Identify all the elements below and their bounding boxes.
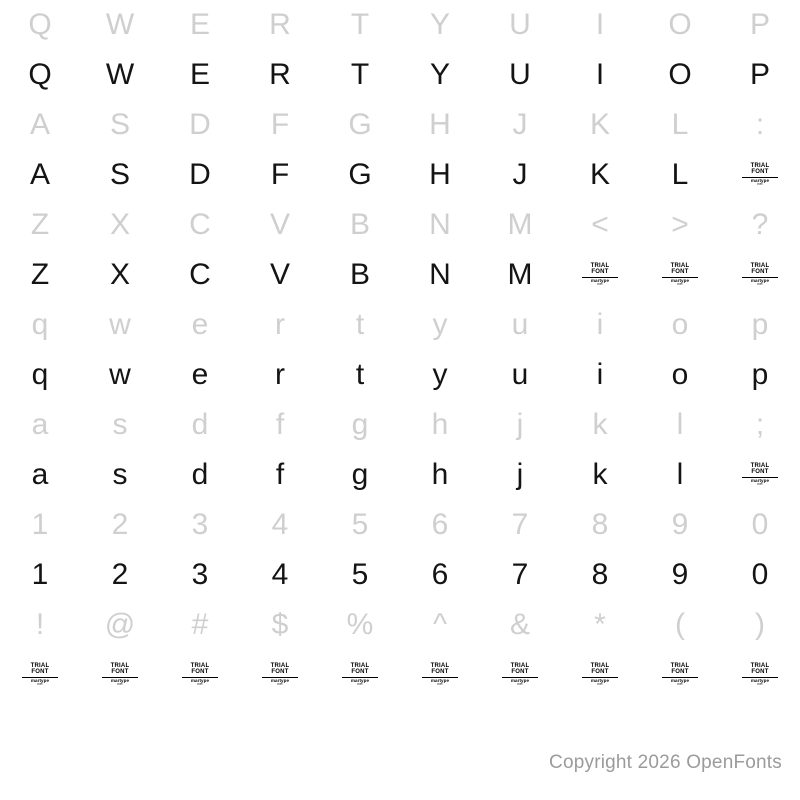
stamp-line-3: martype [590,677,610,683]
stamp-line-3: martype [190,677,210,683]
trial-font-stamp-box [499,662,541,688]
glyph-cell: 6 [431,558,449,591]
glyph-cell: ( [675,608,685,641]
trial-font-stamp [480,650,560,700]
glyph-cell: M [507,258,533,291]
stamp-line-3: martype [750,177,770,183]
glyph-cell: d [191,408,209,441]
glyph-cell: I [595,58,605,91]
stamp-line-4: net [437,682,443,687]
glyph-cell: 2 [111,558,129,591]
glyph-cell: A [29,158,50,191]
trial-font-stamp-box [259,662,301,688]
glyph-cell: r [275,308,285,341]
glyph-cell: i [596,358,604,391]
glyph-cell: 0 [751,508,769,541]
glyph-cell: a [31,458,49,491]
glyph-cell: u [511,358,529,391]
trial-font-stamp-box [99,662,141,688]
glyph-cell: Z [30,208,50,241]
glyph-cell: J [512,158,528,191]
glyph-cell: L [671,108,689,141]
trial-font-stamp [560,250,640,300]
glyph-cell: : [755,108,765,141]
glyph-cell: J [512,108,528,141]
glyph-cell: s [112,408,128,441]
glyph-cell: % [346,608,374,641]
glyph-cell: 9 [671,558,689,591]
stamp-line-3: martype [270,677,290,683]
glyph-cell: S [109,108,130,141]
glyph-cell: G [348,158,372,191]
glyph-cell: l [676,408,684,441]
glyph-cell: D [189,108,211,141]
glyph-cell: o [671,358,689,391]
stamp-line-1: TRIAL [750,663,770,669]
glyph-cell: X [109,208,130,241]
glyph-cell: Z [30,258,50,291]
glyph-cell: g [351,458,369,491]
glyph-cell: q [31,308,49,341]
stamp-line-4: net [357,682,363,687]
glyph-cell: G [348,108,372,141]
stamp-line-1: TRIAL [350,663,370,669]
glyph-cell: # [191,608,209,641]
stamp-line-4: net [517,682,523,687]
stamp-line-4: net [757,682,763,687]
glyph-cell: > [671,208,689,241]
trial-font-stamp-box [739,262,781,288]
glyph-cell: $ [271,608,289,641]
glyph-cell: @ [104,608,136,641]
trial-font-stamp-box [659,662,701,688]
glyph-cell: F [270,108,290,141]
glyph-cell: w [109,308,131,341]
glyph-cell: l [676,458,684,491]
glyph-cell: R [269,8,291,41]
glyph-cell: 4 [271,508,289,541]
glyph-cell: I [595,8,605,41]
glyph-cell: W [105,58,135,91]
glyph-cell: 3 [191,508,209,541]
trial-font-stamp [640,250,720,300]
glyph-cell: Y [429,8,450,41]
stamp-line-1: TRIAL [750,263,770,269]
stamp-line-3: martype [750,677,770,683]
stamp-line-3: martype [750,477,770,483]
glyph-cell: f [275,458,285,491]
stamp-line-1: TRIAL [590,663,610,669]
glyph-cell: M [507,208,533,241]
trial-font-stamp-box [659,262,701,288]
stamp-line-1: TRIAL [750,163,770,169]
glyph-cell: X [109,258,130,291]
glyph-cell: N [429,208,451,241]
trial-font-stamp [720,150,800,200]
stamp-line-2: FONT [111,669,129,676]
glyph-cell: d [191,458,209,491]
glyph-cell: e [191,308,209,341]
glyph-cell: u [511,308,529,341]
trial-font-stamp [720,650,800,700]
stamp-line-4: net [117,682,123,687]
trial-font-stamp-box [179,662,221,688]
glyph-cell: Y [429,58,450,91]
glyph-cell: W [105,8,135,41]
glyph-cell: h [431,458,449,491]
glyph-cell: k [592,458,608,491]
glyph-cell: 2 [111,508,129,541]
stamp-line-2: FONT [431,669,449,676]
glyph-cell: p [751,358,769,391]
glyph-cell: H [429,158,451,191]
glyph-cell: g [351,408,369,441]
stamp-line-1: TRIAL [510,663,530,669]
stamp-line-3: martype [750,277,770,283]
stamp-line-3: martype [110,677,130,683]
stamp-line-3: martype [670,677,690,683]
glyph-cell: t [355,358,365,391]
trial-font-stamp-box [739,162,781,188]
glyph-cell: y [432,308,448,341]
glyph-cell: 7 [511,508,529,541]
stamp-line-4: net [37,682,43,687]
stamp-line-2: FONT [351,669,369,676]
glyph-cell: p [751,308,769,341]
glyph-cell: y [432,358,448,391]
trial-font-stamp-box [739,462,781,488]
glyph-cell: 1 [31,558,49,591]
glyph-cell: A [29,108,50,141]
stamp-line-1: TRIAL [270,663,290,669]
stamp-line-4: net [757,282,763,287]
stamp-line-2: FONT [191,669,209,676]
stamp-line-4: net [277,682,283,687]
glyph-cell: U [509,58,531,91]
glyph-cell: ) [755,608,765,641]
trial-font-stamp [320,650,400,700]
glyph-cell: i [596,308,604,341]
stamp-line-4: net [677,682,683,687]
stamp-line-2: FONT [671,669,689,676]
glyph-cell: K [589,108,610,141]
trial-font-stamp [720,250,800,300]
stamp-line-2: FONT [751,469,769,476]
glyph-cell: < [591,208,609,241]
glyph-cell: O [668,58,692,91]
trial-font-stamp [240,650,320,700]
glyph-cell: f [275,408,285,441]
glyph-cell: E [189,8,210,41]
trial-font-stamp-box [579,662,621,688]
glyph-cell: B [349,258,370,291]
glyph-cell: O [668,8,692,41]
trial-font-stamp-box [339,662,381,688]
glyph-cell: 5 [351,558,369,591]
glyph-cell: V [269,208,290,241]
stamp-line-1: TRIAL [190,663,210,669]
glyph-cell: q [31,358,49,391]
stamp-line-1: TRIAL [30,663,50,669]
stamp-line-2: FONT [671,269,689,276]
stamp-line-3: martype [350,677,370,683]
glyph-cell: T [350,8,370,41]
stamp-line-4: net [197,682,203,687]
glyph-cell: N [429,258,451,291]
stamp-line-1: TRIAL [110,663,130,669]
glyph-cell: 8 [591,558,609,591]
stamp-line-2: FONT [591,669,609,676]
glyph-cell: B [349,208,370,241]
stamp-line-1: TRIAL [430,663,450,669]
glyph-cell: C [189,208,211,241]
glyph-cell: D [189,158,211,191]
glyph-cell: V [269,258,290,291]
glyph-cell: S [109,158,130,191]
glyph-cell: 9 [671,508,689,541]
glyph-cell: & [509,608,530,641]
glyph-cell: 1 [31,508,49,541]
glyph-cell: ? [751,208,769,241]
stamp-line-3: martype [670,277,690,283]
glyph-cell: t [355,308,365,341]
glyph-cell: k [592,408,608,441]
stamp-line-2: FONT [591,269,609,276]
glyph-cell: j [516,458,524,491]
stamp-line-2: FONT [751,269,769,276]
glyph-cell: s [112,458,128,491]
glyph-cell: o [671,308,689,341]
stamp-line-3: martype [510,677,530,683]
stamp-line-1: TRIAL [590,263,610,269]
glyph-cell: P [749,8,770,41]
stamp-line-1: TRIAL [750,463,770,469]
glyph-cell: j [516,408,524,441]
glyph-cell: C [189,258,211,291]
copyright-notice: Copyright 2026 OpenFonts [549,752,782,773]
stamp-line-3: martype [30,677,50,683]
glyph-cell: K [589,158,610,191]
glyph-cell: H [429,108,451,141]
trial-font-stamp-box [579,262,621,288]
stamp-line-1: TRIAL [670,263,690,269]
trial-font-stamp-box [739,662,781,688]
trial-font-stamp [560,650,640,700]
glyph-cell: 0 [751,558,769,591]
stamp-line-2: FONT [751,169,769,176]
glyph-cell: 8 [591,508,609,541]
glyph-cell: 5 [351,508,369,541]
trial-font-stamp [720,450,800,500]
stamp-line-4: net [757,482,763,487]
glyph-cell: r [275,358,285,391]
glyph-cell: 6 [431,508,449,541]
glyph-cell: 3 [191,558,209,591]
glyph-cell: * [594,608,606,641]
glyph-cell: ; [755,408,765,441]
glyph-cell: h [431,408,449,441]
glyph-cell: a [31,408,49,441]
stamp-line-1: TRIAL [670,663,690,669]
glyph-cell: Q [28,8,52,41]
stamp-line-4: net [597,282,603,287]
stamp-line-3: martype [590,277,610,283]
trial-font-stamp [640,650,720,700]
glyph-cell: R [269,58,291,91]
trial-font-stamp [0,650,80,700]
glyph-cell: P [749,58,770,91]
glyph-cell: U [509,8,531,41]
glyph-cell: 4 [271,558,289,591]
trial-font-stamp [400,650,480,700]
glyph-cell: w [109,358,131,391]
glyph-cell: F [270,158,290,191]
stamp-line-3: martype [430,677,450,683]
trial-font-stamp-box [419,662,461,688]
glyph-cell: ! [35,608,45,641]
trial-font-stamp-box [19,662,61,688]
stamp-line-2: FONT [511,669,529,676]
stamp-line-4: net [677,282,683,287]
stamp-line-2: FONT [31,669,49,676]
trial-font-stamp [80,650,160,700]
stamp-line-4: net [757,182,763,187]
glyph-cell: Q [28,58,52,91]
glyph-cell: T [350,58,370,91]
glyph-cell: L [671,158,689,191]
glyph-cell: 7 [511,558,529,591]
glyph-cell: e [191,358,209,391]
stamp-line-4: net [597,682,603,687]
stamp-line-2: FONT [751,669,769,676]
stamp-line-2: FONT [271,669,289,676]
trial-font-stamp [160,650,240,700]
glyph-cell: E [189,58,210,91]
glyph-cell: ^ [432,608,448,641]
